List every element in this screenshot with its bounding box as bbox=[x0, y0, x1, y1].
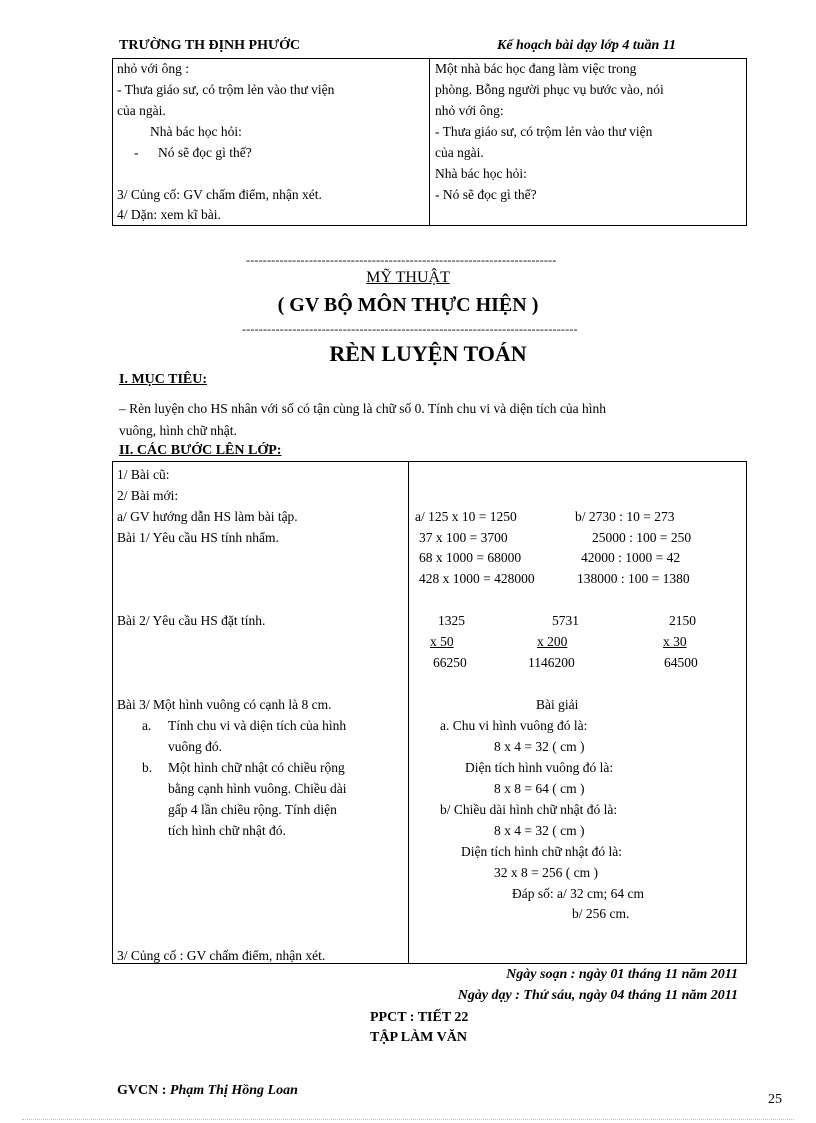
answer-line-2: b/ 256 cm. bbox=[572, 906, 630, 921]
prep-date: Ngày soạn : ngày 01 tháng 11 năm 2011 bbox=[506, 967, 738, 982]
objectives-line-1: – Rèn luyện cho HS nhân với số có tận cùng là chữ số 0. Tính chu vi và diện tích của hình bbox=[119, 401, 606, 416]
solution-line-6: 8 x 4 = 32 ( cm ) bbox=[494, 823, 585, 838]
top-left-line-7: 4/ Dặn: xem kĩ bài. bbox=[117, 207, 221, 222]
exercise-3a-line-2: vuông đó. bbox=[168, 739, 222, 754]
lesson-plan-title: Kế hoạch bài dạy lớp 4 tuần 11 bbox=[497, 38, 677, 53]
top-left-line-1: nhỏ với ông : bbox=[117, 61, 190, 76]
solution-line-1: a. Chu vi hình vuông đó là: bbox=[440, 718, 588, 733]
ex1-a-1: a/ 125 x 10 = 1250 bbox=[415, 509, 517, 524]
separator-line-2: -------------------------------------------------------------------------------- bbox=[242, 322, 578, 336]
top-left-line-3: của ngài. bbox=[117, 103, 166, 118]
exercise-3a-mark: a. bbox=[142, 718, 152, 733]
ex1-b-4: 138000 : 100 = 1380 bbox=[577, 571, 690, 586]
top-left-line-6: 3/ Củng cố: GV chấm điểm, nhận xét. bbox=[117, 187, 322, 202]
ex2-col2-multiplier: x 200 bbox=[537, 634, 568, 649]
top-left-line-4: Nhà bác học hỏi: bbox=[150, 124, 242, 139]
ex1-b-1: b/ 2730 : 10 = 273 bbox=[575, 509, 675, 524]
top-right-line-2: phòng. Bỗng người phục vụ bước vào, nói bbox=[435, 82, 664, 97]
answer-line-1: Đáp số: a/ 32 cm; 64 cm bbox=[512, 886, 644, 901]
ppct: PPCT : TIẾT 22 bbox=[370, 1010, 469, 1025]
top-right-line-3: nhỏ với ông: bbox=[435, 103, 504, 118]
ex1-a-3: 68 x 1000 = 68000 bbox=[419, 550, 522, 565]
ex1-a-2: 37 x 100 = 3700 bbox=[419, 530, 508, 545]
solution-line-5: b/ Chiều dài hình chữ nhật đó là: bbox=[440, 802, 618, 817]
school-name: TRƯỜNG TH ĐỊNH PHƯỚC bbox=[119, 38, 301, 53]
homeroom-teacher: GVCN : Phạm Thị Hồng Loan bbox=[117, 1083, 298, 1098]
top-left-dash: - bbox=[134, 145, 139, 160]
top-right-line-4: - Thưa giáo sư, có trộm lẻn vào thư viện bbox=[435, 124, 653, 139]
exercise-3b-line-4: tích hình chữ nhật đó. bbox=[168, 823, 286, 838]
exercise-3: Bài 3/ Một hình vuông có cạnh là 8 cm. bbox=[117, 697, 332, 712]
step-new-lesson: 2/ Bài mới: bbox=[117, 488, 179, 503]
art-title: MỸ THUẬT bbox=[366, 269, 450, 286]
section-objectives: I. MỤC TIÊU: bbox=[119, 372, 208, 387]
exercise-3b-line-2: bằng cạnh hình vuông. Chiều dài bbox=[168, 781, 347, 796]
exercise-3b-mark: b. bbox=[142, 760, 153, 775]
top-left-line-5: Nó sẽ đọc gì thế? bbox=[158, 145, 252, 160]
solution-line-8: 32 x 8 = 256 ( cm ) bbox=[494, 865, 598, 880]
math-title: RÈN LUYỆN TOÁN bbox=[329, 341, 527, 366]
teach-date: Ngày dạy : Thứ sáu, ngày 04 tháng 11 năm 2011 bbox=[457, 988, 738, 1003]
top-table-divider bbox=[429, 58, 430, 226]
solution-line-4: 8 x 8 = 64 ( cm ) bbox=[494, 781, 585, 796]
exercise-3b-line-1: Một hình chữ nhật có chiều rộng bbox=[168, 760, 345, 775]
separator-line: -------------------------------------------------------------------------- bbox=[246, 253, 557, 267]
ex2-col2-result: 1146200 bbox=[528, 655, 575, 670]
page-bottom-rule bbox=[22, 1119, 794, 1120]
exercise-3a-line-1: Tính chu vi và diện tích của hình bbox=[168, 718, 347, 733]
ex2-col3-result: 64500 bbox=[664, 655, 698, 670]
steps-table-divider bbox=[408, 461, 409, 964]
solution-line-7: Diện tích hình chữ nhật đó là: bbox=[461, 844, 623, 859]
top-right-line-7: - Nó sẽ đọc gì thế? bbox=[435, 187, 537, 202]
objectives-line-2: vuông, hình chữ nhật. bbox=[119, 423, 237, 438]
ex1-b-2: 25000 : 100 = 250 bbox=[592, 530, 692, 545]
ex2-col2-number: 5731 bbox=[552, 613, 579, 628]
ex2-col1-result: 66250 bbox=[433, 655, 467, 670]
solution-line-3: Diện tích hình vuông đó là: bbox=[465, 760, 614, 775]
solution-line-2: 8 x 4 = 32 ( cm ) bbox=[494, 739, 585, 754]
exercise-1: Bài 1/ Yêu cầu HS tính nhẩm. bbox=[117, 530, 279, 545]
top-right-line-6: Nhà bác học hỏi: bbox=[435, 166, 527, 181]
ex2-col3-multiplier: x 30 bbox=[663, 634, 687, 649]
section-steps: II. CÁC BƯỚC LÊN LỚP: bbox=[119, 443, 282, 458]
top-left-line-2: - Thưa giáo sư, có trộm lẻn vào thư viện bbox=[117, 82, 335, 97]
step-consolidate: 3/ Củng cố : GV chấm điểm, nhận xét. bbox=[117, 948, 326, 963]
ex1-a-4: 428 x 1000 = 428000 bbox=[419, 571, 535, 586]
ex2-col1-multiplier: x 50 bbox=[430, 634, 454, 649]
exercise-3b-line-3: gấp 4 lần chiều rộng. Tính diện bbox=[168, 802, 337, 817]
ex1-b-3: 42000 : 1000 = 42 bbox=[581, 550, 681, 565]
step-guide: a/ GV hướng dẫn HS làm bài tập. bbox=[117, 509, 298, 524]
exercise-2: Bài 2/ Yêu cầu HS đặt tính. bbox=[117, 613, 266, 628]
ex2-col1-number: 1325 bbox=[438, 613, 465, 628]
solution-heading: Bài giải bbox=[536, 697, 579, 712]
top-right-line-1: Một nhà bác học đang làm việc trong bbox=[435, 61, 637, 76]
art-subtitle: ( GV BỘ MÔN THỰC HIỆN ) bbox=[277, 294, 539, 316]
next-subject: TẬP LÀM VĂN bbox=[370, 1030, 467, 1045]
step-old-lesson: 1/ Bài cũ: bbox=[117, 467, 170, 482]
top-right-line-5: của ngài. bbox=[435, 145, 484, 160]
page-number: 25 bbox=[768, 1092, 782, 1107]
ex2-col3-number: 2150 bbox=[669, 613, 696, 628]
